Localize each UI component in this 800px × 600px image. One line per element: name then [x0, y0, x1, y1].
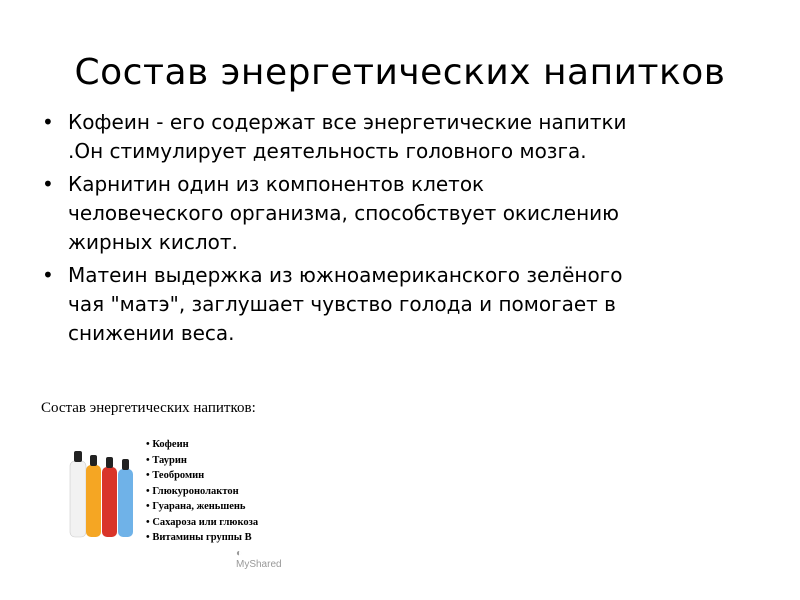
watermark-text: MyShared	[236, 559, 282, 570]
bottle-1	[70, 451, 86, 537]
inset-ingredient-list	[146, 437, 258, 546]
bullet-item-caffeine	[42, 108, 762, 166]
bullet-item-carnitine	[42, 170, 762, 257]
inset-item: • Сахароза или глюкоза	[146, 515, 258, 531]
inset-item: • Витамины группы В	[146, 530, 258, 546]
bullet-list	[42, 108, 762, 352]
bullet-dot: •	[42, 263, 54, 287]
bullet-line: .Он стимулирует деятельность головного мозга.	[68, 139, 587, 163]
watermark-icon: ◐	[236, 548, 243, 559]
bullet-dot: •	[42, 110, 54, 134]
bullet-line: Матеин выдержка из южноамериканского зелёного	[68, 263, 623, 287]
inset-item: • Таурин	[146, 453, 258, 469]
inset-item: • Теобромин	[146, 468, 258, 484]
bullet-line: чая "матэ", заглушает чувство голода и помогает в	[68, 292, 616, 316]
bullet-line: снижении веса.	[68, 321, 235, 345]
inset-title: Состав энергетических напитков:	[41, 400, 256, 416]
watermark	[236, 548, 288, 570]
slide-title: Состав энергетических напитков	[74, 52, 726, 93]
inset-image	[38, 395, 288, 570]
inset-item: • Глюкуронолактон	[146, 484, 258, 500]
bottle-2	[86, 455, 101, 537]
inset-item: • Кофеин	[146, 437, 258, 453]
bullet-line: Карнитин один из компонентов клеток	[68, 172, 485, 196]
bullet-line: человеческого организма, способствует окислению	[68, 201, 619, 225]
inset-item: • Гуарана, женьшень	[146, 499, 258, 515]
bullet-line: жирных кислот.	[68, 230, 238, 254]
bottles-image	[66, 447, 140, 539]
bottle-4	[118, 459, 133, 537]
bullet-item-mateine	[42, 261, 762, 348]
bullet-dot: •	[42, 172, 54, 196]
bullet-line: Кофеин - его содержат все энергетические напитки	[68, 110, 627, 134]
bottle-3	[102, 457, 117, 537]
